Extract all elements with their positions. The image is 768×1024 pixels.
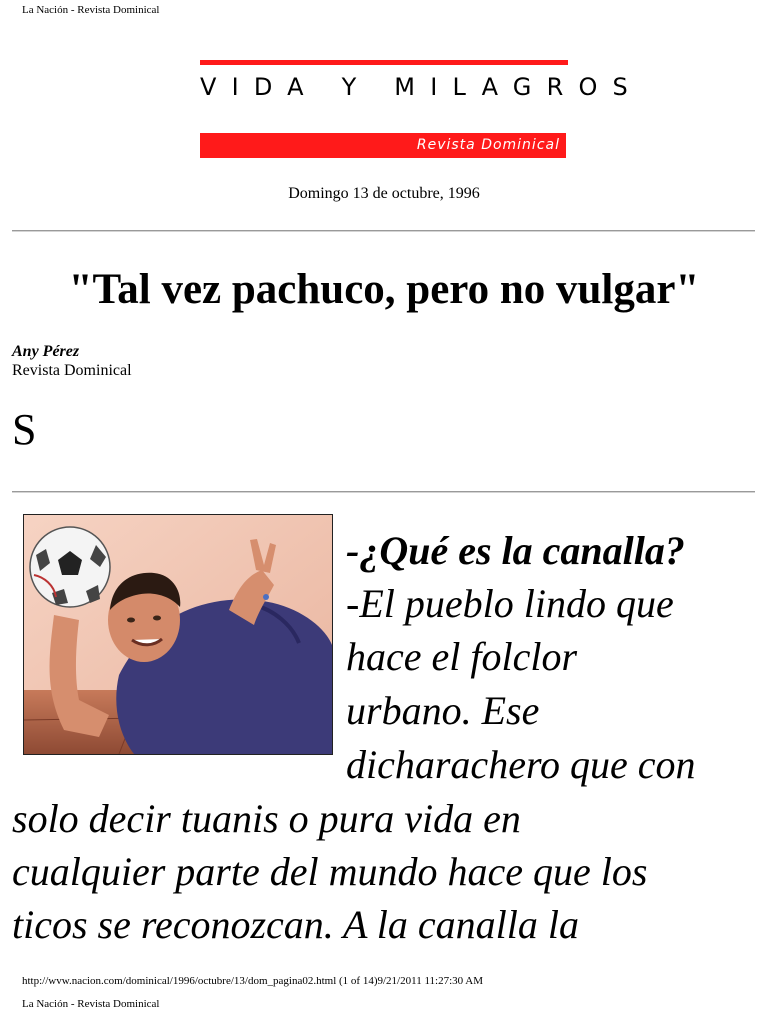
divider <box>12 230 755 232</box>
issue-date: Domingo 13 de octubre, 1996 <box>288 185 480 202</box>
article-drop-cap: S <box>12 405 37 454</box>
masthead-title: VIDA Y MILAGROS <box>200 73 643 101</box>
article-author: Any Pérez <box>12 343 80 360</box>
page-header-label: La Nación - Revista Dominical <box>22 4 160 16</box>
answer-line: ticos se reconozcan. A la canalla la <box>12 902 579 947</box>
answer-line: hace el folclor <box>346 634 578 679</box>
masthead <box>200 60 643 160</box>
masthead-subtitle: Revista Dominical <box>416 137 560 153</box>
footer-url: http://wvw.nacion.com/dominical/1996/octubre/13/dom_pagina02.html (1 of 14)9/21/2011 11:27:30 AM <box>22 975 484 987</box>
divider <box>12 491 755 493</box>
page-footer-label: La Nación - Revista Dominical <box>22 998 160 1010</box>
masthead-top-rule <box>200 60 568 65</box>
article-headline: "Tal vez pachuco, pero no vulgar" <box>68 266 700 313</box>
masthead-banner <box>200 133 566 158</box>
answer-line: cualquier parte del mundo hace que los <box>12 849 648 894</box>
answer-line: dicharachero que con <box>346 742 696 787</box>
answer-line: -El pueblo lindo que <box>346 581 674 626</box>
interview-question: -¿Qué es la canalla? <box>346 528 685 573</box>
article-publication: Revista Dominical <box>12 362 132 379</box>
answer-line: urbano. Ese <box>346 688 540 733</box>
man-with-soccer-ball-photo <box>23 514 333 755</box>
answer-line: solo decir tuanis o pura vida en <box>12 796 521 841</box>
